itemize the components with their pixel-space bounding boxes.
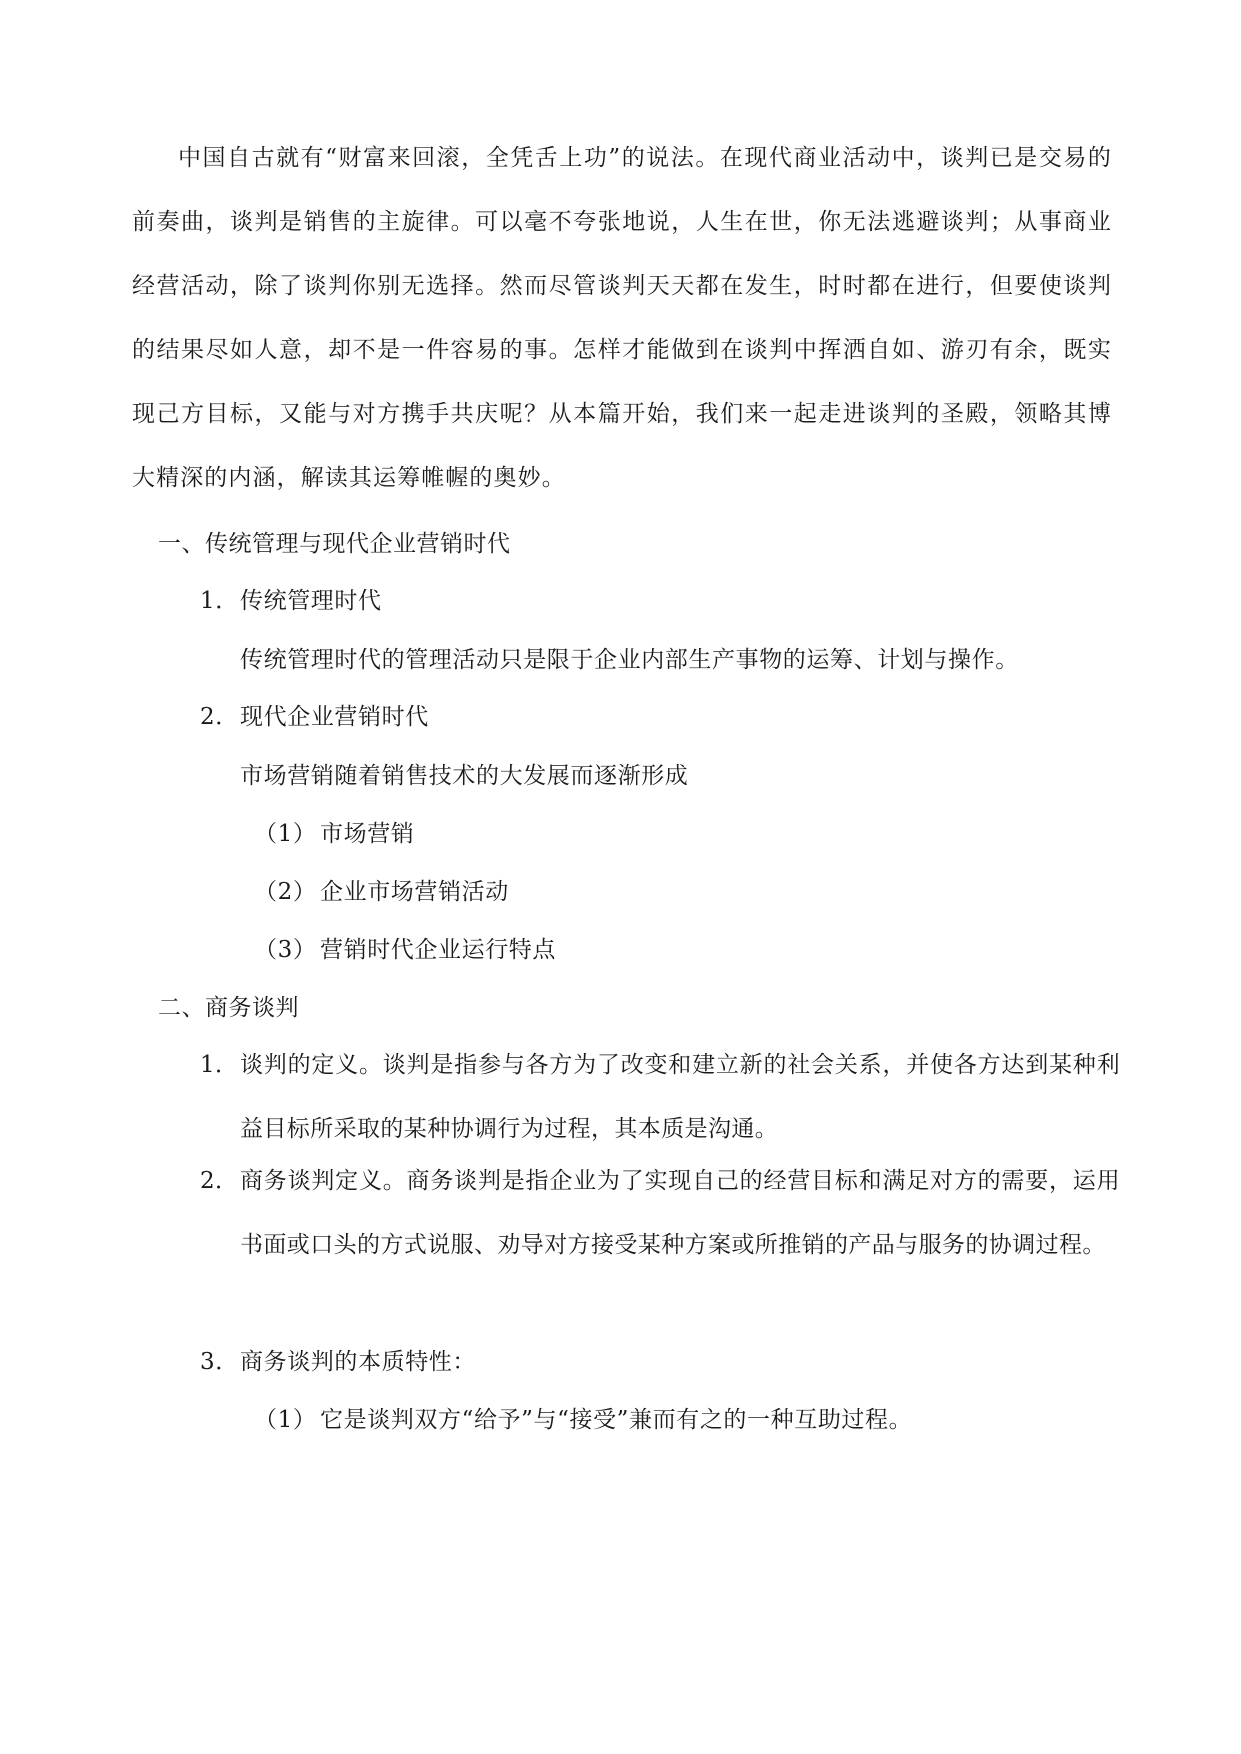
- intro-paragraph: 中国自古就有“财富来回滚，全凭舌上功”的说法。在现代商业活动中，谈判已是交易的前奏曲，谈判是销售的主旋律。可以毫不夸张地说，人生在世，你无法逃避谈判；从事商业经营活动，除了谈判你别无选择。然而尽管谈判天天都在发生，时时都在进行，但要使谈判的结果尽如人意，却不是一件容易的事。怎样才能做到在谈判中挥洒自如、游刃有余，既实现己方目标，又能与对方携手共庆呢？从本篇开始，我们来一起走进谈判的圣殿，领略其博大精深的内涵，解读其运筹帷幄的奥妙。: [132, 145, 1112, 491]
- sub-item-number: （1）: [254, 1407, 317, 1433]
- item-number: 3．: [200, 1349, 239, 1375]
- sub-item-text: 它是谈判双方“给予”与“接受”兼而有之的一种互助过程。: [320, 1407, 913, 1433]
- item-number: 2．: [200, 704, 239, 730]
- section-heading-2: 二、商务谈判: [158, 995, 299, 1021]
- sub-item: [254, 1404, 912, 1436]
- item-text: 商务谈判的本质特性：: [240, 1349, 476, 1375]
- section2-item-2: [200, 1149, 1120, 1341]
- item-text: 谈判的定义。谈判是指参与各方为了改变和建立新的社会关系，并使各方达到某种利益目标所采取的某种协调行为过程，其本质是沟通。: [240, 1052, 1120, 1142]
- section1-item-2: [200, 685, 429, 749]
- sub-item: [254, 876, 509, 908]
- sub-item-number: （1）: [254, 821, 317, 847]
- sub-item-number: （3）: [254, 937, 317, 963]
- item-title: 传统管理时代: [240, 588, 382, 614]
- sub-item-text: 企业市场营销活动: [320, 879, 509, 905]
- sub-item-text: 市场营销: [320, 821, 415, 847]
- section2-item-1: [200, 1033, 1120, 1161]
- section-heading-1: 一、传统管理与现代企业营销时代: [158, 531, 511, 557]
- sub-item: [254, 818, 414, 850]
- section1-item-1-body: 传统管理时代的管理活动只是限于企业内部生产事物的运筹、计划与操作。: [240, 647, 1019, 673]
- section1-item-2-body: 市场营销随着销售技术的大发展而逐渐形成: [240, 763, 689, 789]
- section2-item-3: [200, 1330, 476, 1394]
- item-number: 1．: [200, 1052, 239, 1078]
- sub-item-text: 营销时代企业运行特点: [320, 937, 556, 963]
- sub-item: [254, 934, 556, 966]
- section1-item-1: [200, 569, 382, 633]
- item-number: 2．: [200, 1168, 239, 1194]
- item-number: 1．: [200, 588, 239, 614]
- item-title: 现代企业营销时代: [240, 704, 429, 730]
- sub-item-number: （2）: [254, 879, 317, 905]
- item-text: 商务谈判定义。商务谈判是指企业为了实现自己的经营目标和满足对方的需要，运用书面或口头的方式说服、劝导对方接受某种方案或所推销的产品与服务的协调过程。: [240, 1168, 1120, 1258]
